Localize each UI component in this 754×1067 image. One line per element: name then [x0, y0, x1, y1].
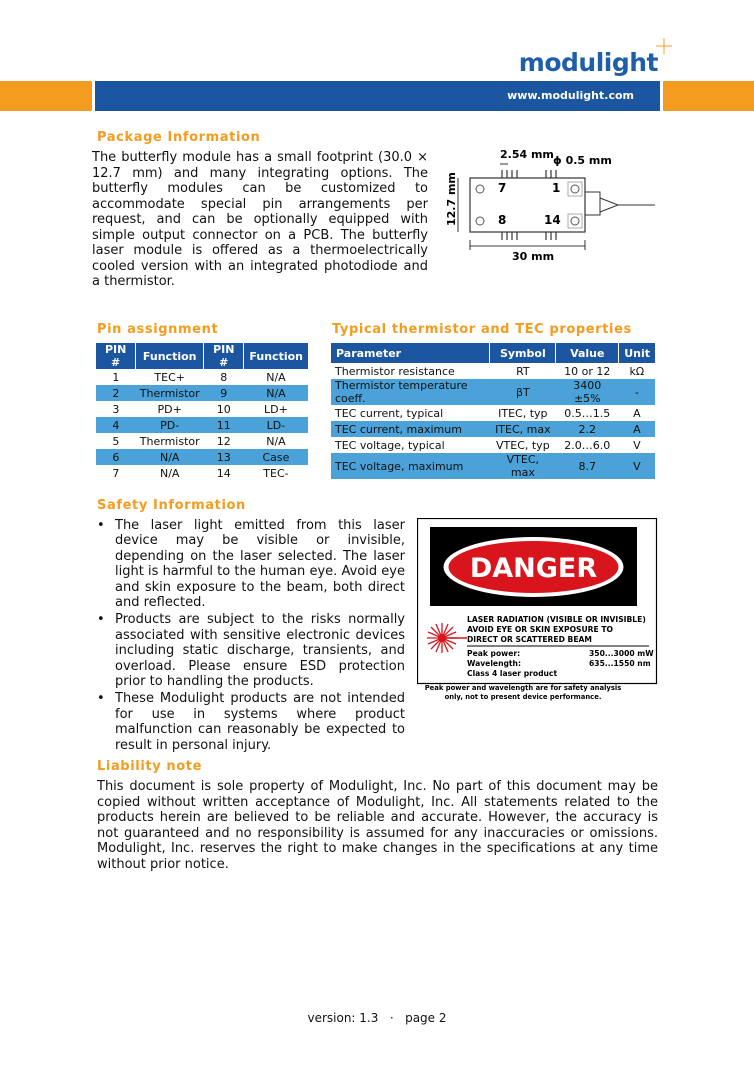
pin-number: 14 [216, 466, 231, 480]
pin-function: Case [244, 449, 308, 465]
pin-number: 6 [96, 449, 136, 465]
laser-class: Class 4 laser product [467, 669, 558, 678]
parameter-cell: Thermistor temperature coeff. [331, 379, 490, 405]
symbol-cell: VTEC, typ [496, 438, 550, 452]
unit-cell: - [619, 379, 655, 405]
pin-assignment-table [96, 343, 308, 481]
symbol-cell: βT [490, 379, 556, 405]
danger-line-1: LASER RADIATION (VISIBLE OR INVISIBLE) [467, 615, 646, 624]
pin-14-label: 14 [544, 213, 561, 227]
safety-bullet: • The laser light emitted from this laser device may be visible or invisible, depending on the laser selected. The laser light is harmful to the human eye. Avoid eye and skin exposure to the beam, both direct and reflected. [97, 518, 405, 610]
thermistor-table-row [331, 437, 655, 453]
danger-warning-label [417, 518, 658, 704]
parameter-cell: TEC voltage, maximum [331, 453, 490, 479]
symbol-cell: ITEC, typ [498, 406, 548, 420]
header-bar-left [0, 81, 92, 111]
company-logo [519, 48, 658, 77]
parameter-cell: Thermistor resistance [335, 364, 455, 378]
thermistor-table-row [331, 363, 655, 379]
thermistor-table-row [331, 421, 655, 437]
top-pins [502, 170, 556, 178]
col-function: Function [244, 343, 308, 369]
col-value: Value [556, 343, 619, 363]
pitch-label: 2.54 mm [500, 148, 554, 161]
symbol-cell: RT [516, 364, 530, 378]
col-unit: Unit [619, 343, 655, 363]
pin-function: PD+ [157, 402, 182, 416]
pin-function: N/A [159, 466, 180, 480]
col-pin: PIN # [96, 343, 136, 369]
symbol-cell: ITEC, max [490, 421, 556, 437]
thermistor-table [331, 343, 655, 479]
pin-8-label: 8 [498, 213, 507, 227]
pin-function: N/A [266, 370, 286, 384]
pin-function: Thermistor [136, 385, 204, 401]
thermistor-table-header [331, 343, 655, 363]
safety-bullet: • Products are subject to the risks normally associated with sensitive electronic devices including static discharge, transients, and overload. Please ensure ESD protection prior to handling the products. [97, 612, 405, 689]
pin-number: 8 [220, 370, 228, 384]
value-cell: 10 or 12 [564, 364, 611, 378]
width-label: 30 mm [512, 250, 555, 263]
unit-cell: V [619, 453, 655, 479]
col-parameter: Parameter [331, 343, 490, 363]
pin-function: Thermistor [139, 434, 200, 448]
parameter-cell: TEC current, maximum [331, 421, 490, 437]
pin-assignment-heading: Pin assignment [97, 322, 219, 337]
pin-function: LD- [244, 417, 308, 433]
pin-table-row [96, 449, 308, 465]
safety-heading: Safety Information [97, 498, 246, 513]
pin-table-row [96, 417, 308, 433]
unit-cell: A [633, 406, 641, 420]
package-text: The butterfly module has a small footprint (30.0 × 12.7 mm) and many integrating options. The butterfly modules can be customized to accommodate special pin arrangements per request, and can be optionally equipped with simple output connector on a PCB. The butterfly laser module is offered as a thermoelectrically cooled version with an integrated photodiode and a thermistor. [92, 150, 428, 289]
pin-number: 3 [112, 402, 120, 416]
pin-function: N/A [244, 385, 308, 401]
pin-number: 13 [204, 449, 244, 465]
safety-list [97, 518, 405, 755]
pin-number: 4 [96, 417, 136, 433]
unit-cell: A [619, 421, 655, 437]
col-pin: PIN # [204, 343, 244, 369]
website-link[interactable]: www.modulight.com [507, 89, 634, 102]
pin-table-row [96, 385, 308, 401]
danger-note-2: only, not to present device performance. [444, 693, 602, 701]
danger-word: DANGER [469, 553, 598, 584]
col-function: Function [136, 343, 204, 369]
pin-table-row [96, 369, 308, 385]
pin-table-row [96, 465, 308, 481]
liability-text: This document is sole property of Modulight, Inc. No part of this document may be copied without written acceptance of Modulight, Inc. All statements related to the products herein are believed to be reliable and accurate. However, the accuracy is not guaranteed and no responsibility is assumed for any inaccuracies or omissions. Modulight, Inc. reserves the right to make changes in the specifications at any time without prior notice. [97, 779, 658, 872]
thermistor-table-row [331, 405, 655, 421]
bottom-pins [502, 232, 556, 240]
unit-cell: kΩ [629, 364, 645, 378]
butterfly-package-diagram [440, 140, 665, 270]
symbol-cell: VTEC, max [490, 453, 556, 479]
pin-number: 11 [204, 417, 244, 433]
wavelength-value: 635...1550 nm [589, 659, 651, 668]
danger-line-2: AVOID EYE OR SKIN EXPOSURE TO [467, 625, 613, 634]
parameter-cell: TEC voltage, typical [335, 438, 445, 452]
thermistor-table-row [331, 453, 655, 479]
pin-function: N/A [266, 434, 286, 448]
header-bar-right [663, 81, 754, 111]
pin-function: TEC- [263, 466, 289, 480]
pin-number: 9 [204, 385, 244, 401]
wavelength-label: Wavelength: [467, 659, 521, 668]
logo-text: modulight [518, 48, 658, 77]
pin-table-row [96, 401, 308, 417]
pin-function: N/A [136, 449, 204, 465]
page-footer: version: 1.3 · page 2 [307, 1011, 447, 1025]
package-heading: Package Information [97, 130, 261, 145]
safety-bullet: • These Modulight products are not intended for use in systems where product malfunction can reasonably be expected to result in personal injury. [97, 691, 405, 753]
pin-7-label: 7 [498, 181, 507, 195]
value-cell: 3400 ±5% [556, 379, 619, 405]
pin-number: 7 [112, 466, 120, 480]
value-cell: 8.7 [556, 453, 619, 479]
unit-cell: V [633, 438, 641, 452]
value-cell: 0.5…1.5 [564, 406, 611, 420]
peak-power-value: 350...3000 mW [589, 649, 654, 658]
col-symbol: Symbol [490, 343, 556, 363]
value-cell: 2.2 [556, 421, 619, 437]
pin-number: 2 [96, 385, 136, 401]
pin-number: 5 [112, 434, 120, 448]
danger-line-3: DIRECT OR SCATTERED BEAM [467, 635, 592, 644]
sparkle-icon [656, 38, 672, 54]
pin-function: PD- [136, 417, 204, 433]
pin-function: LD+ [264, 402, 288, 416]
thermistor-table-row [331, 379, 655, 405]
pin-table-row [96, 433, 308, 449]
pin-1-label: 1 [552, 181, 561, 195]
pin-number: 10 [216, 402, 231, 416]
height-label: 12.7 mm [445, 172, 458, 226]
pin-function: TEC+ [154, 370, 185, 384]
pin-diameter-label: ϕ 0.5 mm [553, 154, 612, 167]
pin-number: 1 [112, 370, 120, 384]
danger-note-1: Peak power and wavelength are for safety analysis [424, 684, 622, 692]
value-cell: 2.0…6.0 [564, 438, 611, 452]
parameter-cell: TEC current, typical [335, 406, 444, 420]
liability-heading: Liability note [97, 759, 203, 774]
pin-number: 12 [216, 434, 231, 448]
peak-power-label: Peak power: [467, 649, 521, 658]
pin-table-header [96, 343, 308, 369]
thermistor-heading: Typical thermistor and TEC properties [332, 322, 632, 337]
